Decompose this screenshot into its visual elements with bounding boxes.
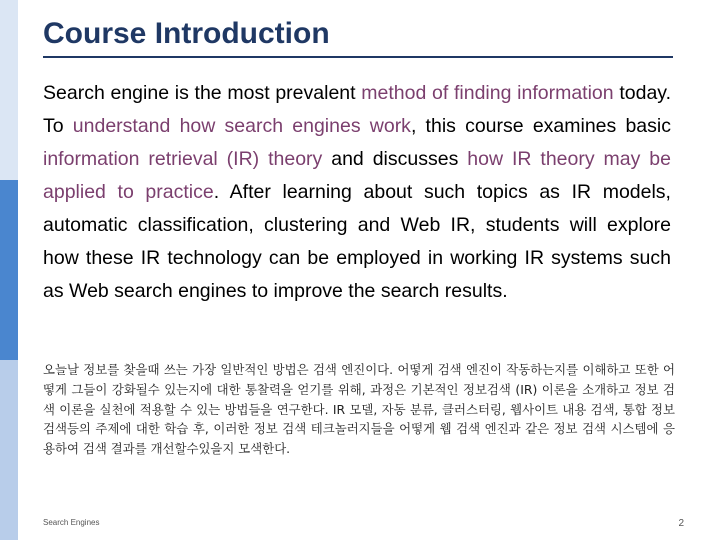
paragraph-text: , this course examines basic	[410, 115, 671, 137]
side-bar-segment-middle	[0, 180, 18, 360]
page-number: 2	[678, 518, 684, 529]
paragraph-text: and discusses	[322, 148, 468, 170]
slide-side-bar	[0, 0, 18, 540]
paragraph-text: . After learning about such topics as IR models, automatic classification, clustering and Web IR, students will explore how these IR technology can be employed in working IR systems such as Web search engines to improve the search results.	[43, 181, 671, 302]
highlighted-phrase: method of finding information	[361, 82, 614, 104]
side-bar-segment-top	[0, 0, 18, 180]
highlighted-phrase: information retrieval (IR) theory	[43, 148, 323, 170]
korean-paragraph: 오늘날 정보를 찾을때 쓰는 가장 일반적인 방법은 검색 엔진이다. 어떻게 검색 엔진이 작동하는지를 이해하고 또한 어떻게 그들이 강화될수 있는지에 대한 통찰력을 얻기를 위해, 과정은 기본적인 정보검색 (IR) 이론을 소개하고 정보 검색 이론을 실천에 적용할 수 있는 방법들을 연구한다. IR 모델, 자동 분류, 클러스터링, 웹사이트 내용 검색, 통합 정보 검색등의 주제에 대한 학습 후, 이러한 정보 검색 테크놀러지들을 어떻게 웹 검색 엔진과 같은 정보 검색 시스템에 응용하여 검색 결과를 개선할수있을지 모색한다.	[43, 362, 675, 457]
paragraph-text: today. To	[43, 82, 672, 137]
slide-title: Course Introduction	[43, 17, 330, 50]
side-bar-segment-bottom	[0, 360, 18, 540]
paragraph-text: Search engine is the most prevalent	[43, 82, 362, 104]
english-paragraph	[43, 77, 671, 308]
highlighted-phrase: how IR theory may be applied to practice	[43, 148, 671, 203]
highlighted-phrase: understand how search engines work	[72, 115, 411, 137]
title-underline	[43, 56, 673, 58]
footer-label: Search Engines	[43, 518, 100, 527]
